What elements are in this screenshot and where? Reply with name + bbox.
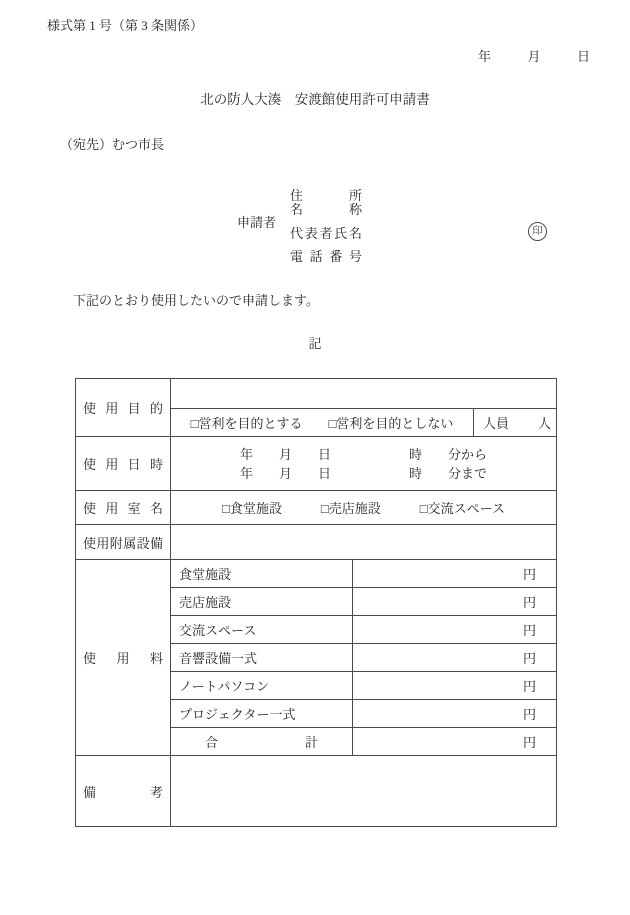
- equipment-input-cell[interactable]: [171, 525, 557, 560]
- personnel-cell[interactable]: [474, 409, 557, 437]
- fee-item-name: ノートパソコン: [171, 672, 353, 700]
- personnel-unit: 人: [538, 416, 552, 431]
- purpose-checkbox-options[interactable]: □営利を目的とする □営利を目的としない: [171, 409, 474, 437]
- fee-amount-cell[interactable]: 円: [353, 700, 557, 728]
- rooms-checkbox-options[interactable]: □食堂施設 □売店施設 □交流スペース: [171, 491, 557, 525]
- fee-item-name: 食堂施設: [171, 560, 353, 588]
- applicant-address-label: 住所: [290, 188, 362, 203]
- section-marker: 記: [308, 336, 322, 351]
- fee-amount-cell[interactable]: 円: [353, 644, 557, 672]
- rooms-row-label: 使用室名: [76, 491, 171, 525]
- fee-item-name: 音響設備一式: [171, 644, 353, 672]
- seal-icon: [528, 222, 547, 241]
- datetime-input-cell[interactable]: [171, 437, 557, 491]
- statement-line: 下記のとおり使用したいので申請します。: [73, 293, 319, 308]
- fee-item-name: 売店施設: [171, 588, 353, 616]
- datetime-until-line: 年 月 日 時 分まで: [240, 465, 488, 481]
- fee-amount-cell[interactable]: 円: [353, 588, 557, 616]
- remarks-input-cell[interactable]: [171, 756, 557, 827]
- equipment-row-label: 使用附属設備: [76, 525, 171, 560]
- remarks-row-label: 備考: [76, 756, 171, 827]
- fee-item-name: プロジェクター一式: [171, 700, 353, 728]
- fee-amount-cell[interactable]: 円: [353, 616, 557, 644]
- applicant-representative-label: 代表者氏名: [290, 226, 362, 241]
- application-table: [75, 378, 557, 827]
- purpose-row-label: 使用目的: [76, 379, 171, 437]
- seal-character: 印: [532, 225, 543, 237]
- purpose-input-cell[interactable]: [171, 379, 557, 409]
- fee-amount-cell[interactable]: 円: [353, 560, 557, 588]
- fee-item-name: 交流スペース: [171, 616, 353, 644]
- datetime-from-line: 年 月 日 時 分から: [240, 446, 488, 462]
- applicant-phone-label: 電話番号: [290, 249, 362, 264]
- personnel-label: 人員: [483, 416, 510, 431]
- fee-total-label: 合計: [171, 728, 353, 756]
- form-number: 様式第 1 号（第 3 条関係）: [47, 18, 204, 33]
- datetime-row-label: 使用日時: [76, 437, 171, 491]
- applicant-name-label: 名称: [290, 202, 362, 217]
- fee-amount-cell[interactable]: 円: [353, 672, 557, 700]
- page-title: 北の防人大湊 安渡館使用許可申請書: [200, 92, 430, 107]
- fees-row-label: 使用料: [76, 560, 171, 756]
- date-field[interactable]: 年 月 日: [478, 49, 590, 64]
- recipient-line: （宛先）むつ市長: [60, 137, 165, 152]
- fee-total-amount-cell[interactable]: 円: [353, 728, 557, 756]
- applicant-label: 申請者: [237, 215, 277, 230]
